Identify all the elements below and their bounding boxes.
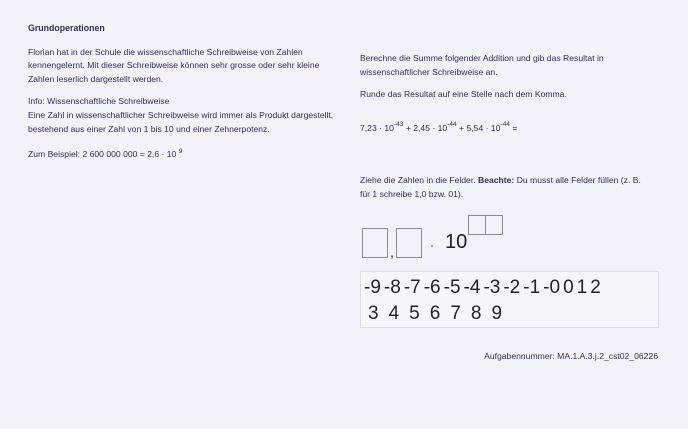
mantissa-decimal-slot[interactable] [396, 228, 422, 258]
mantissa-integer-slot[interactable] [362, 228, 388, 258]
number-token[interactable]: 1 [576, 277, 588, 298]
term-1: 7,23 · 10 [360, 122, 394, 133]
decimal-comma: , [390, 244, 394, 260]
equals-sign: = [509, 122, 518, 133]
drag-instruction-note-label: Beachte: [478, 175, 515, 185]
number-token[interactable]: -9 [364, 277, 381, 298]
number-token[interactable]: -6 [423, 277, 441, 298]
exponent-1: -43 [393, 121, 404, 128]
multiply-dot: · [430, 238, 434, 252]
number-token[interactable]: 2 [590, 277, 601, 298]
info-heading: Info: Wissenschaftliche Schreibweise [28, 96, 170, 107]
addition-formula [360, 122, 517, 133]
rounding-instruction: Runde das Resultat auf eine Stelle nach dem Komma. [360, 89, 567, 100]
example [28, 145, 338, 161]
drag-instruction-text: Ziehe die Zahlen in die Felder. [360, 175, 476, 185]
number-token[interactable]: 5 [409, 303, 420, 324]
intro-paragraph: Florian hat in der Schule die wissenschaftliche Schreibweise von Zahlen kennengelernt. Mit dieser Schreibweise können sehr grosse oder sehr kleine Zahlen leserlich dargestellt werden. [28, 46, 320, 84]
task-number: Aufgabennummer: MA.1.A.3.j.2_cst02_06226 [484, 351, 658, 361]
exponent-units-slot[interactable] [485, 215, 503, 235]
info-text: Eine Zahl in wissenschaftlicher Schreibweise wird immer als Produkt dargestellt, bestehend aus einer Zahl von 1 bis 10 und einer Zehnerpotenz. [28, 109, 334, 134]
number-token[interactable]: 7 [450, 303, 461, 324]
answer-area [362, 215, 542, 265]
number-token[interactable]: -0 [543, 277, 561, 298]
number-token[interactable]: -3 [483, 277, 501, 298]
exponent-3: -44 [500, 121, 510, 128]
number-token[interactable]: -5 [443, 277, 461, 298]
intro-section [28, 22, 338, 162]
token-pool [360, 271, 659, 328]
number-token[interactable]: 4 [388, 303, 400, 324]
example-text: Zum Beispiel: 2 600 000 000 = 2,6 · 10 [28, 149, 177, 160]
number-token[interactable]: 8 [470, 303, 482, 324]
example-exponent: 9 [178, 148, 183, 156]
number-token[interactable]: -8 [383, 277, 401, 298]
drag-instruction [360, 174, 650, 201]
exponent-2: -44 [447, 121, 457, 128]
number-token[interactable]: -7 [403, 277, 421, 298]
term-3: + 5,54 · 10 [456, 122, 501, 133]
task-section [360, 52, 660, 111]
number-token[interactable]: 9 [491, 303, 503, 324]
exponent-tens-slot[interactable] [468, 215, 486, 235]
number-token[interactable]: -4 [463, 277, 481, 298]
token-row-1 [364, 277, 604, 299]
task-instruction: Berechne die Summe folgender Addition und gib das Resultat in wissenschaftlicher Schreibweise an. [360, 53, 604, 77]
term-2: + 2,45 · 10 [403, 122, 448, 133]
number-token[interactable]: -2 [503, 277, 521, 298]
number-token[interactable]: 6 [429, 303, 441, 324]
number-token[interactable]: 0 [563, 277, 574, 298]
token-row-2 [368, 303, 512, 325]
section-title: Grundoperationen [28, 23, 105, 33]
drag-instruction-note: Du musst alle Felder füllen (z. B. für 1 schreibe 1,0 bzw. 01). [360, 175, 641, 199]
number-token[interactable]: 3 [368, 303, 379, 324]
number-token[interactable]: -1 [523, 277, 541, 298]
base-ten: 10 [445, 231, 468, 253]
